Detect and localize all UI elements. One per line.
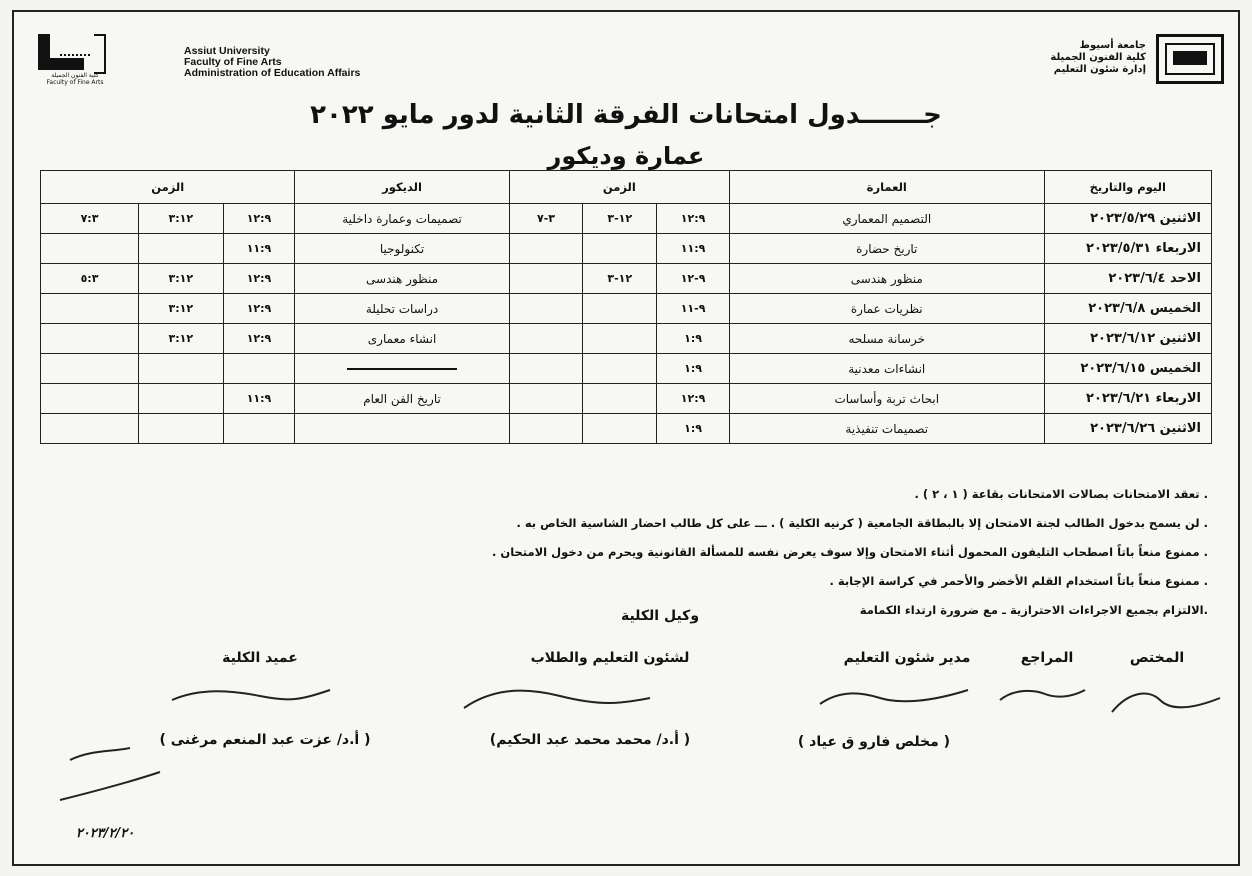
specialist-label: المختص	[1129, 650, 1185, 666]
decor-subject-cell: انشاء معمارى	[295, 324, 509, 354]
university-name-ar: جامعة أسيوط	[1079, 40, 1146, 51]
exam-date-cell: الاثنين ٢٠٢٣/٥/٢٩	[1044, 204, 1211, 234]
architecture-time-cell: ٣-٧	[509, 204, 583, 234]
architecture-subject-cell: منظور هندسى	[729, 264, 1044, 294]
decor-subject-cell: منظور هندسى	[295, 264, 509, 294]
vice-dean-title: وكيل الكلية	[620, 608, 700, 624]
decor-time-cell: ٧:٣	[41, 204, 139, 234]
note-item: . تعقد الامتحانات بصالات الامتحانات بقاعة ( ١ ، ٢ ) .	[914, 487, 1208, 501]
faculty-name-ar: كلية الفنون الجميلة	[1050, 52, 1146, 63]
exam-date-cell: الاثنين ٢٠٢٣/٦/١٢	[1044, 324, 1211, 354]
faculty-name-en: Faculty of Fine Arts	[184, 56, 282, 68]
handwritten-date: ٢٠٢٣/٢/٢٠	[75, 826, 135, 841]
architecture-time-cell: ١٢-٣	[583, 204, 657, 234]
director-name: ( مخلص فارو ق عياد )	[797, 734, 951, 750]
decor-time-cell: ١١:٩	[223, 234, 295, 264]
architecture-time-cell: ٩-١٢	[657, 264, 730, 294]
exam-date-cell: الاربعاء ٢٠٢٣/٥/٣١	[1044, 234, 1211, 264]
decor-subject-cell: تصميمات وعمارة داخلية	[295, 204, 509, 234]
decor-subject-cell: دراسات تحليلة	[295, 294, 509, 324]
architecture-time-cell: ١٢:٩	[657, 204, 730, 234]
architecture-subject-cell: التصميم المعماري	[729, 204, 1044, 234]
decor-time-cell: ١١:٩	[223, 384, 295, 414]
decor-time-cell: ١٢:٩	[223, 204, 295, 234]
vice-dean-role: لشئون التعليم والطلاب	[530, 650, 690, 666]
exam-date-cell: الخميس ٢٠٢٣/٦/٨	[1044, 294, 1211, 324]
exam-date-cell: الاثنين ٢٠٢٣/٦/٢٦	[1044, 414, 1211, 444]
header-time-architecture: الزمن	[509, 171, 729, 204]
director-label: مدير شئون التعليم	[843, 650, 971, 666]
architecture-time-cell: ١٢-٣	[583, 264, 657, 294]
document-subtitle: عمارة وديكور	[547, 142, 705, 170]
decor-subject-cell: تاريخ الفن العام	[295, 384, 509, 414]
architecture-subject-cell: ابحاث تربة وأساسات	[729, 384, 1044, 414]
decor-time-cell: ٥:٣	[41, 264, 139, 294]
header-decor: الديكور	[295, 171, 509, 204]
university-name-en: Assiut University	[184, 45, 270, 57]
decor-time-cell: ٣:١٢	[139, 204, 224, 234]
architecture-time-cell: ١:٩	[657, 324, 730, 354]
architecture-subject-cell: خرسانة مسلحه	[729, 324, 1044, 354]
decor-time-cell: ١٢:٩	[223, 294, 295, 324]
architecture-subject-cell: تصميمات تنفيذية	[729, 414, 1044, 444]
header-time-decor: الزمن	[41, 171, 295, 204]
note-item: .الالتزام بجميع الاجراءات الاحترازية ـ مع ضرورة ارتداء الكمامة	[859, 603, 1208, 617]
note-item: . ممنوع منعاً باتاً اصطحاب التليفون المحمول أثناء الامتحان وإلا سوف يعرض نفسه للمسألة القانونية ويحرم من دخول الامتحان .	[492, 545, 1208, 559]
note-item: . لن يسمح بدخول الطالب لجنة الامتحان إلا بالبطاقة الجامعية ( كرنيه الكلية ) . ـــ على كل طالب احضار الشاسية الخاص به .	[516, 516, 1208, 530]
reviewer-label: المراجع	[1020, 650, 1074, 666]
logo-caption-en: Faculty of Fine Arts	[46, 79, 104, 86]
decor-time-cell: ٣:١٢	[139, 264, 224, 294]
decor-subject-cell: تكنولوجيا	[295, 234, 509, 264]
decor-time-cell: ٣:١٢	[139, 324, 224, 354]
architecture-time-cell: ١٢:٩	[657, 384, 730, 414]
header-day-date: اليوم والتاريخ	[1044, 171, 1211, 204]
dean-title: عميد الكلية	[222, 650, 298, 666]
dean-name: ( أ.د/ عزت عبد المنعم مرغنى )	[159, 732, 371, 748]
decor-time-cell: ٣:١٢	[139, 294, 224, 324]
admin-name-en: Administration of Education Affairs	[184, 67, 361, 79]
architecture-subject-cell: نظريات عمارة	[729, 294, 1044, 324]
decor-time-cell: ١٢:٩	[223, 264, 295, 294]
document-title: جـــــــدول امتحانات الفرقة الثانية لدور مايو ٢٠٢٢	[310, 100, 942, 130]
exam-date-cell: الاربعاء ٢٠٢٣/٦/٢١	[1044, 384, 1211, 414]
architecture-subject-cell: انشاءات معدنية	[729, 354, 1044, 384]
architecture-subject-cell: تاريخ حضارة	[729, 234, 1044, 264]
vice-dean-name: ( أ.د/ محمد محمد عبد الحكيم)	[489, 732, 691, 748]
logo-caption-ar: كلية الفنون الجميلة	[51, 72, 99, 79]
architecture-time-cell: ١١:٩	[657, 234, 730, 264]
architecture-time-cell: ١:٩	[657, 354, 730, 384]
architecture-time-cell: ٩-١١	[657, 294, 730, 324]
exam-date-cell: الخميس ٢٠٢٣/٦/١٥	[1044, 354, 1211, 384]
architecture-time-cell: ١:٩	[657, 414, 730, 444]
header-architecture: العمارة	[729, 171, 1044, 204]
exam-date-cell: الاحد ٢٠٢٣/٦/٤	[1044, 264, 1211, 294]
admin-name-ar: إدارة شئون التعليم	[1053, 64, 1146, 75]
note-item: . ممنوع منعاً باتاً استخدام القلم الأخضر والأحمر في كراسة الإجابة .	[829, 574, 1208, 588]
decor-time-cell: ١٢:٩	[223, 324, 295, 354]
